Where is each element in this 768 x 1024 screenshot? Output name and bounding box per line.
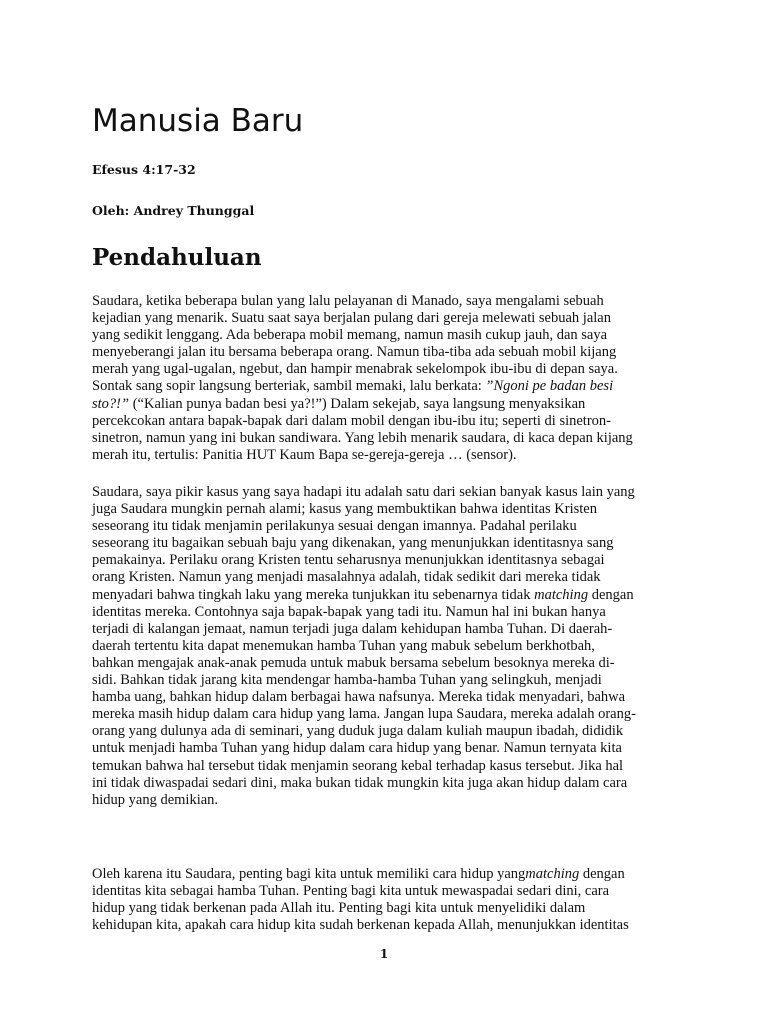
author-line: Oleh: Andrey Thunggal (92, 203, 255, 218)
paragraph-line: hidup yang demikian. (92, 791, 219, 808)
paragraph-line (92, 587, 692, 604)
line-text: Oleh karena itu Saudara, penting bagi kita untuk memiliki cara hidup yang (92, 866, 526, 882)
line-text: Sontak sang sopir langsung berteriak, sambil memaki, lalu berkata: (92, 378, 486, 395)
paragraph-line: orang yang dulunya ada di seminari, yang duduk juga dalam kuliah maupun ibadah, dididik (92, 723, 624, 740)
page-number: 1 (379, 947, 389, 961)
line-text: dengan (588, 586, 634, 603)
quote-text: sto?!” (92, 395, 130, 412)
paragraph-line: identitas kita sebagai hamba Tuhan. Penting bagi kita untuk mewaspadai sedari dini, cara (92, 883, 610, 900)
paragraph-line: percekcokan antara bapak-bapak dari dalam mobil dengan ibu-ibu itu; seperti di sinetron- (92, 412, 611, 429)
paragraph-line: merah itu, tertulis: Panitia HUT Kaum Bapa se-gereja-gereja … (sensor). (92, 446, 517, 463)
paragraph-conclusion (92, 866, 692, 934)
paragraph-line: identitas mereka. Contohnya saja bapak-bapak yang tadi itu. Namun hal ini bukan hanya (92, 603, 606, 620)
paragraph-identity-problem (92, 484, 692, 809)
emphasis-text: matching (525, 866, 580, 882)
paragraph-intro-story (92, 293, 692, 464)
line-text: dengan (579, 866, 625, 882)
paragraph-line: bahkan mengajak anak-anak pemuda untuk mabuk bersama sebelum besoknya mereka di- (92, 654, 615, 671)
scripture-reference: Efesus 4:17-32 (92, 162, 196, 177)
paragraph-line: seseorang itu tidak menjamin perilakunya sesuai dengan imannya. Padahal perilaku (92, 518, 577, 535)
section-heading: Pendahuluan (92, 244, 262, 271)
paragraph-line: sidi. Bahkan tidak jarang kita mendengar hamba-hamba Tuhan yang selingkuh, menjadi (92, 672, 602, 689)
paragraph-line: Saudara, ketika beberapa bulan yang lalu pelayanan di Manado, saya mengalami sebuah (92, 293, 604, 309)
paragraph-line: juga Saudara mungkin pernah alami; kasus yang membuktikan bahwa identitas Kristen (92, 501, 597, 518)
paragraph-line: kejadian yang menarik. Suatu saat saya berjalan pulang dari gereja melewati sebuah jalan (92, 310, 611, 327)
paragraph-line: daerah tertentu kita dapat menemukan hamba Tuhan yang mabuk sebelum berkhotbah, (92, 637, 595, 654)
paragraph-line: kehidupan kita, apakah cara hidup kita sudah berkenan kepada Allah, menunjukkan identitas (92, 917, 629, 934)
paragraph-line (92, 378, 692, 395)
paragraph-line: temukan bahwa hal tersebut tidak menjamin seorang kebal terhadap kasus tersebut. Jika hal (92, 757, 624, 774)
paragraph-line: mereka masih hidup dalam cara hidup yang lama. Jangan lupa Saudara, mereka adalah orang- (92, 706, 636, 723)
paragraph-line: terjadi di kalangan jemaat, namun terjadi juga dalam kehidupan hamba Tuhan. Di daerah- (92, 620, 613, 637)
paragraph-line: merah yang ugal-ugalan, ngebut, dan hampir menabrak sekelompok ibu-ibu di depan saya. (92, 361, 618, 378)
paragraph-line: seseorang itu bagaikan sebuah baju yang dikenakan, yang menunjukkan identitasnya sang (92, 535, 614, 552)
line-text: menyadari bahwa tingkah laku yang mereka tunjukkan itu sebenarnya tidak (92, 586, 535, 603)
paragraph-line (92, 866, 692, 883)
paragraph-line: ini tidak diwaspadai sedari dini, maka bukan tidak mungkin kita juga akan hidup dalam cara (92, 774, 628, 791)
emphasis-text: matching (534, 586, 589, 603)
line-text: (“Kalian punya badan besi ya?!”) Dalam sekejab, saya langsung menyaksikan (132, 395, 586, 412)
paragraph-line: yang sedikit lenggang. Ada beberapa mobil memang, namun masih cukup jauh, dan saya (92, 327, 608, 344)
paragraph-line: Saudara, saya pikir kasus yang saya hadapi itu adalah satu dari sekian banyak kasus lain yang (92, 484, 635, 500)
quote-text: ”Ngoni pe badan besi (485, 378, 614, 395)
paragraph-line: orang Kristen. Namun yang menjadi masalahnya adalah, tidak sedikit dari mereka tidak (92, 569, 601, 586)
paragraph-line: hamba uang, bahkan hidup dalam berbagai hawa nafsunya. Mereka tidak menyadari, bahwa (92, 689, 626, 706)
paragraph-line: menyeberangi jalan itu bersama beberapa orang. Namun tiba-tiba ada sebuah mobil kijang (92, 344, 617, 361)
paragraph-line: pemakainya. Perilaku orang Kristen tentu seharusnya menunjukkan identitasnya sebagai (92, 552, 605, 569)
paragraph-line: sinetron, namun yang ini bukan sandiwara. Yang lebih menarik saudara, di kaca depan kijang (92, 429, 633, 446)
paragraph-line: untuk menjadi hamba Tuhan yang hidup dalam cara hidup yang benar. Namun ternyata kita (92, 740, 622, 757)
paragraph-line: hidup yang tidak berkenan pada Allah itu. Penting bagi kita untuk menyelidiki dalam (92, 900, 586, 917)
document-title: Manusia Baru (92, 103, 304, 139)
paragraph-line (92, 396, 692, 413)
